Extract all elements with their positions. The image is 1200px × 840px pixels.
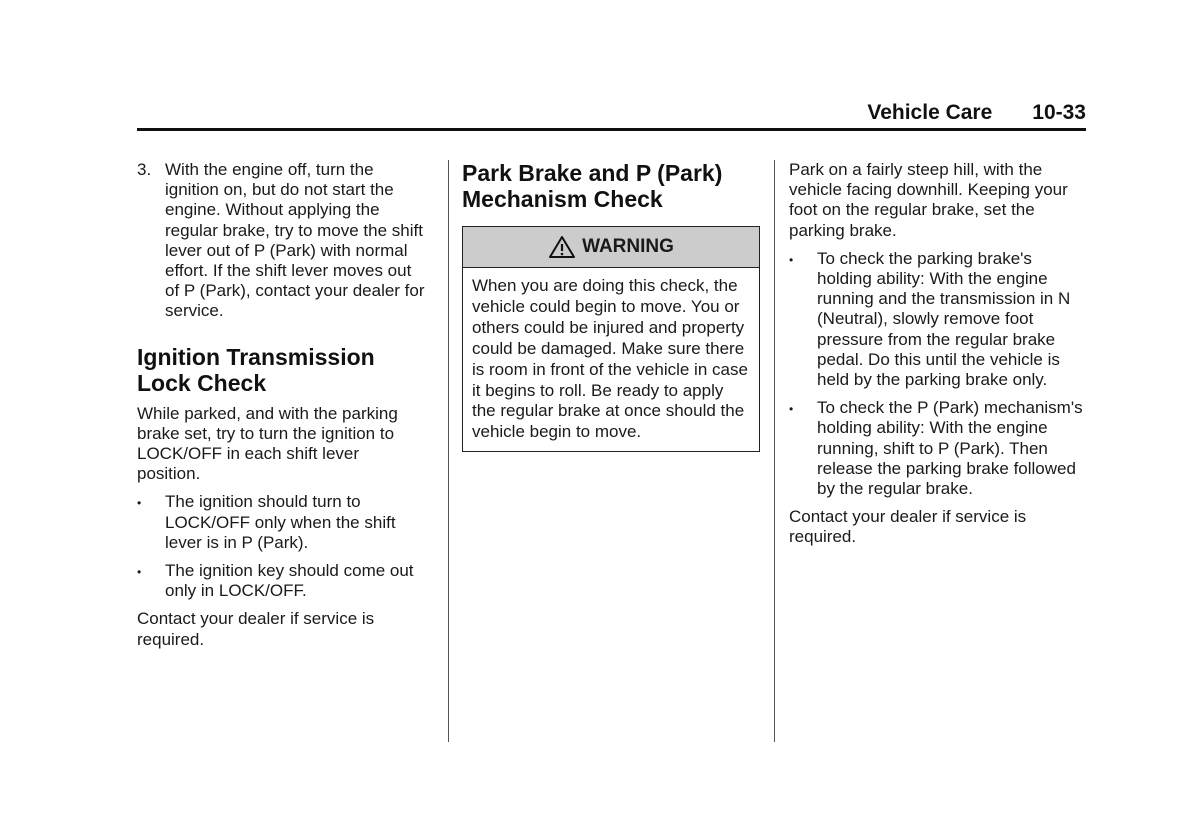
warning-title: WARNING xyxy=(582,236,674,257)
page-number: 10-33 xyxy=(1032,101,1086,124)
bullet-item xyxy=(137,561,427,601)
section-heading: Ignition Transmission Lock Check xyxy=(137,343,375,396)
column-divider xyxy=(774,160,775,742)
contact-paragraph: Contact your dealer if service is required. xyxy=(789,507,1027,547)
bullet-text: To check the P (Park) mechanism's holding ability: With the engine running, shift to P (Park). Then release the parking brake followed by the regular brake. xyxy=(817,398,1083,499)
bullet-item xyxy=(137,492,427,553)
bullet-icon: • xyxy=(789,252,794,267)
bullet-item xyxy=(789,249,1085,390)
page-header xyxy=(137,101,1086,129)
bullet-text: The ignition should turn to LOCK/OFF only when the shift lever is in P (Park). xyxy=(165,492,396,552)
bullet-icon: • xyxy=(137,565,142,580)
column-middle xyxy=(462,160,762,452)
column-right xyxy=(789,160,1085,556)
warning-box xyxy=(462,226,760,452)
column-left xyxy=(137,160,427,658)
section-heading: Park Brake and P (Park) Mechanism Check xyxy=(462,160,723,212)
bullet-text: The ignition key should come out only in LOCK/OFF. xyxy=(165,561,414,601)
warning-header xyxy=(463,227,759,268)
bullet-item xyxy=(789,398,1085,499)
bullet-icon: • xyxy=(789,402,794,417)
section-title: Vehicle Care xyxy=(867,101,993,124)
contact-paragraph: Contact your dealer if service is required. xyxy=(137,609,375,649)
warning-triangle-icon xyxy=(548,235,576,259)
intro-paragraph: While parked, and with the parking brake set, try to turn the ignition to LOCK/OFF in each shift lever position. xyxy=(137,403,398,484)
step-text: With the engine off, turn the ignition on, but do not start the engine. Without applying the regular brake, try to move the shift lever out of P (Park) with normal effort. If the shift lever moves out of P (Park), contact your dealer for service. xyxy=(165,160,425,321)
warning-body: When you are doing this check, the vehicle could begin to move. You or others could be injured and property could be damaged. Make sure there is room in front of the vehicle in case it begins to roll. Be ready to apply the regular brake at once should the vehicle begin to move. xyxy=(472,276,748,442)
intro-paragraph: Park on a fairly steep hill, with the vehicle facing downhill. Keeping your foot on the regular brake, set the parking brake. xyxy=(789,160,1068,240)
column-divider xyxy=(448,160,449,742)
step-number: 3. xyxy=(137,160,152,179)
numbered-step xyxy=(137,160,427,322)
bullet-text: To check the parking brake's holding ability: With the engine running and the transmission in N (Neutral), slowly remove foot pressure from the regular brake pedal. Do this until the vehicle is held by the parking brake only. xyxy=(817,248,1071,390)
header-rule xyxy=(137,128,1086,131)
bullet-icon: • xyxy=(137,496,142,511)
